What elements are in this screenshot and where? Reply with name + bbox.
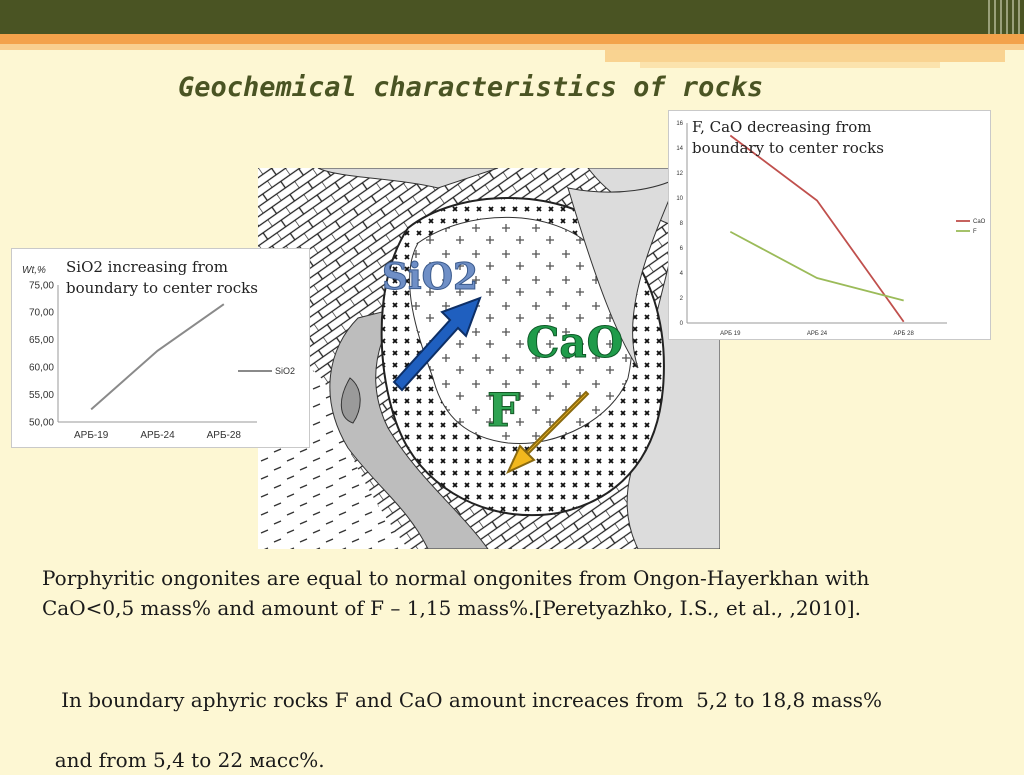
- sio2-caption-line1: SiO2 increasing from: [66, 258, 228, 276]
- sio2-caption-line2: boundary to center rocks: [66, 279, 258, 297]
- accent-strip-light: [640, 62, 940, 68]
- y-tick-label: 12: [676, 171, 683, 177]
- f-cao-caption-line1: F, CaO decreasing from: [692, 118, 871, 136]
- x-tick-label: АРБ-19: [74, 430, 109, 441]
- y-tick-label: 14: [676, 146, 683, 152]
- y-tick-label: 65,00: [29, 335, 54, 346]
- y-tick-label: 10: [676, 196, 683, 202]
- arrow-up-icon: [394, 298, 480, 390]
- y-tick-label: 16: [676, 121, 683, 127]
- y-tick-label: 70,00: [29, 308, 54, 319]
- cao-label: CaO: [526, 318, 623, 367]
- legend-label: F: [973, 229, 977, 235]
- slide-title: Geochemical characteristics of rocks: [178, 72, 763, 103]
- accent-strip: [605, 50, 1005, 62]
- y-tick-label: 2: [680, 296, 684, 302]
- f-cao-caption-line2: boundary to center rocks: [692, 139, 884, 157]
- legend-label: CaO: [973, 219, 986, 225]
- y-tick-label: 50,00: [29, 417, 54, 428]
- y-tick-label: 0: [680, 321, 684, 327]
- y-tick-label: 60,00: [29, 363, 54, 374]
- y-tick-label: 4: [680, 271, 684, 277]
- series-line-sio2: [91, 304, 224, 409]
- sio2-label: SiO2: [382, 256, 478, 298]
- y-axis-label: Wt,%: [22, 265, 46, 276]
- y-tick-label: 6: [680, 246, 684, 252]
- sio2-chart-caption: [66, 257, 258, 299]
- legend-label: SiO2: [275, 366, 295, 376]
- paragraph-2: [42, 655, 882, 775]
- top-bar-stripes: [984, 0, 1024, 34]
- paragraph-2-line-2: and from 5,4 to 22 масс%.: [55, 748, 325, 772]
- f-label: F: [487, 383, 520, 437]
- series-line-f: [730, 232, 903, 301]
- x-tick-label: АРБ 19: [720, 331, 741, 337]
- paragraph-1-line-2: CaO<0,5 mass% and amount of F – 1,15 mass%.[Peretyazhko, I.S., et al., ,2010].: [42, 596, 861, 620]
- y-tick-label: 55,00: [29, 390, 54, 401]
- x-tick-label: АРБ-28: [207, 430, 242, 441]
- x-tick-label: АРБ-24: [140, 430, 175, 441]
- x-tick-label: АРБ 28: [894, 331, 915, 337]
- y-tick-label: 75,00: [29, 280, 54, 291]
- paragraph-2-line-1: In boundary aphyric rocks F and CaO amount increaces from 5,2 to 18,8 mass%: [55, 688, 882, 712]
- arrow-down-icon: [508, 392, 588, 472]
- x-tick-label: АРБ 24: [807, 331, 828, 337]
- f-cao-chart-caption: [692, 117, 884, 159]
- accent-band: [0, 34, 1024, 44]
- paragraph-1-line-1: Porphyritic ongonites are equal to normal ongonites from Ongon-Hayerkhan with: [42, 566, 869, 590]
- top-bar: [0, 0, 1024, 34]
- paragraph-1: [42, 563, 869, 623]
- y-tick-label: 8: [680, 221, 684, 227]
